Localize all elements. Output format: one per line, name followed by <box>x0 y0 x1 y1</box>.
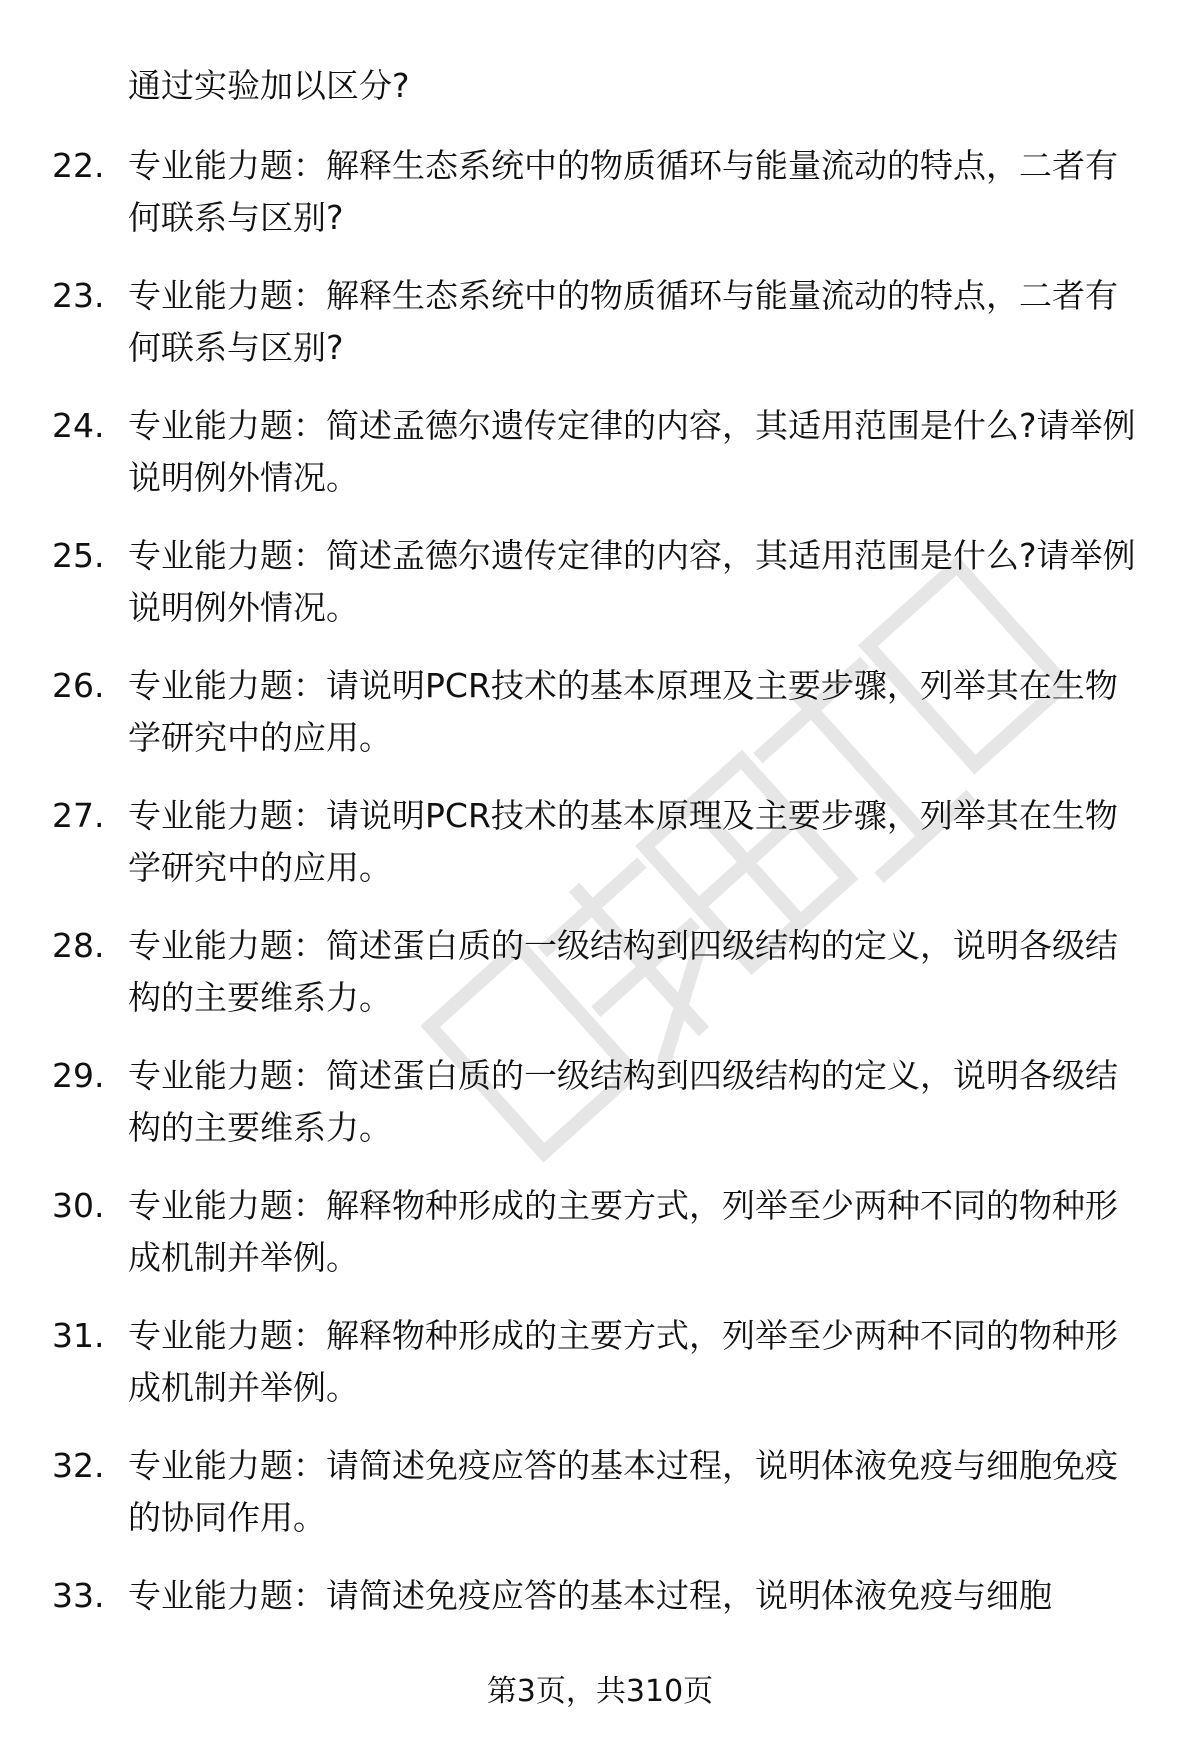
question-item <box>0 400 1200 504</box>
question-number: 31. <box>52 1316 105 1355</box>
question-text: 专业能力题：简述孟德尔遗传定律的内容，其适用范围是什么?请举例说明例外情况。 <box>128 536 1136 627</box>
question-text: 专业能力题：请简述免疫应答的基本过程，说明体液免疫与细胞免疫的协同作用。 <box>128 1446 1118 1537</box>
question-number: 33. <box>52 1576 105 1615</box>
question-text: 专业能力题：请说明PCR技术的基本原理及主要步骤，列举其在生物学研究中的应用。 <box>128 666 1118 757</box>
question-item <box>0 530 1200 634</box>
question-text: 专业能力题：解释物种形成的主要方式，列举至少两种不同的物种形成机制并举例。 <box>128 1186 1118 1277</box>
question-item <box>0 1440 1200 1544</box>
question-item <box>0 140 1200 244</box>
question-text: 专业能力题：解释生态系统中的物质循环与能量流动的特点，二者有何联系与区别? <box>128 276 1118 367</box>
question-number: 27. <box>52 796 105 835</box>
question-item <box>0 790 1200 894</box>
question-number: 22. <box>52 146 105 185</box>
question-text: 专业能力题：简述蛋白质的一级结构到四级结构的定义，说明各级结构的主要维系力。 <box>128 1056 1118 1147</box>
question-number: 30. <box>52 1186 105 1225</box>
question-text: 专业能力题：简述孟德尔遗传定律的内容，其适用范围是什么?请举例说明例外情况。 <box>128 406 1136 497</box>
continued-question-text: 通过实验加以区分? <box>128 66 410 105</box>
page-footer: 第3页，共310页 <box>486 1674 714 1709</box>
question-number: 26. <box>52 666 105 705</box>
question-number: 28. <box>52 926 105 965</box>
question-item <box>0 270 1200 374</box>
question-text: 专业能力题：解释生态系统中的物质循环与能量流动的特点，二者有何联系与区别? <box>128 146 1118 237</box>
question-text: 专业能力题：简述蛋白质的一级结构到四级结构的定义，说明各级结构的主要维系力。 <box>128 926 1118 1017</box>
question-item <box>0 1180 1200 1284</box>
question-number: 29. <box>52 1056 105 1095</box>
question-text: 专业能力题：请说明PCR技术的基本原理及主要步骤，列举其在生物学研究中的应用。 <box>128 796 1118 887</box>
question-text: 专业能力题：解释物种形成的主要方式，列举至少两种不同的物种形成机制并举例。 <box>128 1316 1118 1407</box>
question-number: 23. <box>52 276 105 315</box>
question-item <box>0 1310 1200 1414</box>
question-item <box>0 660 1200 764</box>
question-item <box>0 1050 1200 1154</box>
question-number: 24. <box>52 406 105 445</box>
question-text: 专业能力题：请简述免疫应答的基本过程，说明体液免疫与细胞 <box>128 1576 1052 1615</box>
question-number: 32. <box>52 1446 105 1485</box>
question-number: 25. <box>52 536 105 575</box>
question-list <box>0 140 1200 1700</box>
question-item <box>0 1570 1200 1674</box>
question-item <box>0 920 1200 1024</box>
